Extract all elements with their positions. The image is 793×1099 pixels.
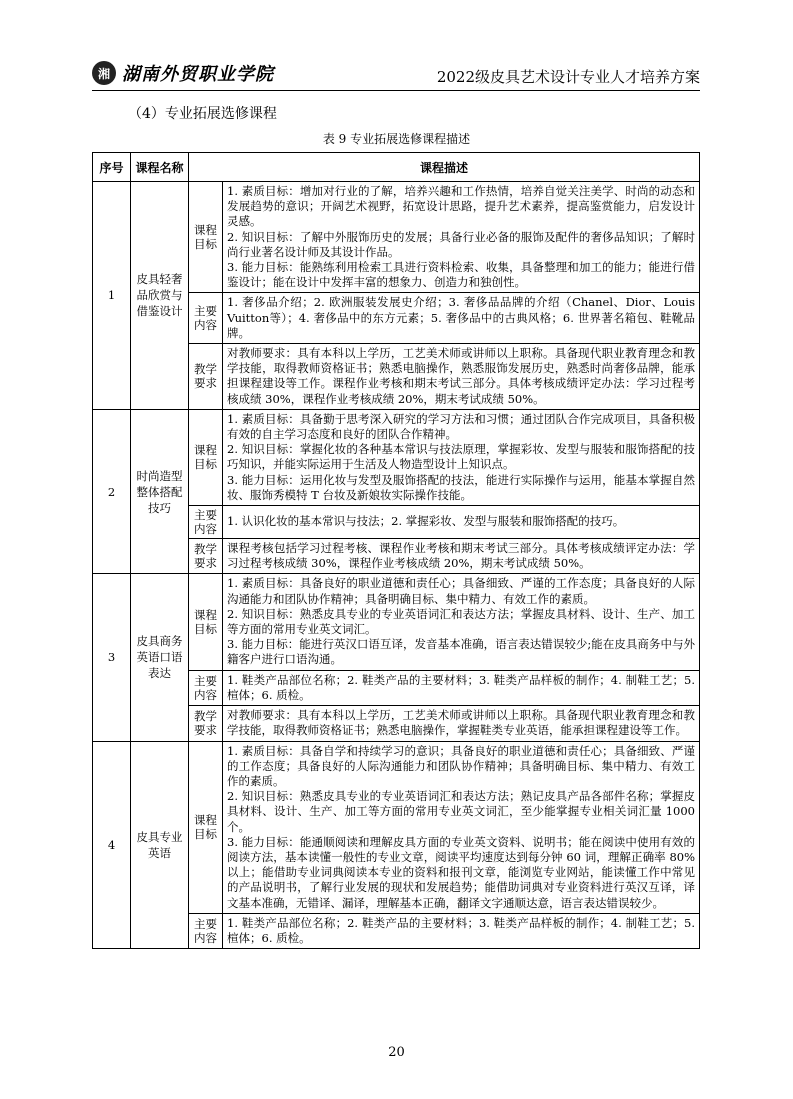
table-row [93,741,700,913]
item-label: 主要内容 [189,293,223,344]
table-caption: 表 9 专业拓展选修课程描述 [322,132,471,146]
course-name: 皮具轻奢品欣赏与借鉴设计 [131,182,189,410]
school-name: 湖南外贸职业学院 [122,64,274,85]
item-description: 对教师要求：具有本科以上学历，工艺美术师或讲师以上职称。具备现代职业教育理念和教学技能，取得教师资格证书；熟悉电脑操作，掌握鞋类专业英语，能承担课程建设等工作。 [223,706,700,741]
item-label: 教学要求 [189,539,223,574]
item-description: 课程考核包括学习过程考核、课程作业考核和期末考试三部分。具体考核成绩评定办法：学习过程考核成绩 30%，课程作业考核成绩 20%，期末考试成绩 50%。 [223,539,700,574]
item-description: 对教师要求：具有本科以上学历，工艺美术师或讲师以上职称。具备现代职业教育理念和教学技能，取得教师资格证书；熟悉电脑操作，熟悉服饰发展历史，熟悉时尚奢侈品牌，能承担课程建设等工作。课程作业考核和期末考试三部分。具体考核成绩评定办法：学习过程考核成绩 30%，课程作业考核成绩 20%，期末考试成绩 50%。 [223,344,700,410]
item-label: 课程目标 [189,574,223,670]
header-no: 序号 [93,153,131,182]
section-title: （4）专业拓展选修课程 [128,106,277,122]
item-description: 1. 素质目标：具备良好的职业道德和责任心；具备细致、严谨的工作态度；具备良好的人际沟通能力和团队协作精神；具备明确目标、集中精力、有效工作的素质。 2. 知识目标：熟悉皮具专业的专业英语词汇和表达方法；掌握皮具材料、设计、生产、加工等方面的常用专业英文词汇。 3. 能力目标：能进行英汉口语互译，发音基本准确，语言表达错误较少;能在皮具商务中与外籍客户进行口语沟通。 [223,574,700,670]
course-table [92,152,700,949]
item-label: 教学要求 [189,344,223,410]
course-name: 皮具专业英语 [131,741,189,949]
row-number: 2 [93,409,131,574]
row-number: 1 [93,182,131,410]
page-header [92,58,700,88]
course-name: 时尚造型整体搭配技巧 [131,409,189,574]
table-row [93,409,700,505]
table-header-row [93,153,700,182]
row-number: 4 [93,741,131,949]
item-description: 1. 素质目标：具备自学和持续学习的意识；具备良好的职业道德和责任心；具备细致、严谨的工作态度；具备良好的人际沟通能力和团队协作精神；具备明确目标、集中精力、有效工作的素质。 2. 知识目标：熟悉皮具专业的专业英语词汇和表达方法；熟记皮具产品各部件名称；掌握皮具材料、设计、生产、加工等方面的常用专业英文词汇，至少能掌握专业相关词汇量 1000 个。 3. 能力目标：能通顺阅读和理解皮具方面的专业英文资料、说明书；能在阅读中使用有效的阅读方法，基本读懂一般性的专业文章，阅读平均速度达到每分钟 60 词，理解正确率 80%以上；能借助专业词典阅读本专业的资料和报刊文章，能浏览专业网站，能读懂工作中常见的产品说明书，了解行业发展的现状和发展趋势；能借助词典对专业资料进行英汉互译，译文基本准确，无错译、漏译，理解基本正确，翻译文字通顺达意，语言表达错误较少。 [223,741,700,913]
course-name: 皮具商务英语口语表达 [131,574,189,741]
school-seal-icon: 湘 [92,61,116,85]
header-name: 课程名称 [131,153,189,182]
item-label: 主要内容 [189,670,223,705]
item-description: 1. 素质目标：具备勤于思考深入研究的学习方法和习惯；通过团队合作完成项目，具备积极有效的自主学习态度和良好的团队合作精神。 2. 知识目标：掌握化妆的各种基本常识与技法原理，掌握彩妆、发型与服装和服饰搭配的技巧知识，并能实际运用于生活及人物造型设计上知识点。 3. 能力目标：运用化妆与发型及服饰搭配的技法，能进行实际操作与运用，能基本掌握自然妆、服饰秀模特 T 台妆及新娘妆实际操作技能。 [223,409,700,505]
item-description: 1. 素质目标：增加对行业的了解，培养兴趣和工作热情，培养自觉关注美学、时尚的动态和发展趋势的意识；开阔艺术视野，拓宽设计思路，提升艺术素养，提高鉴赏能力，启发设计灵感。 2. 知识目标：了解中外服饰历史的发展；具备行业必备的服饰及配件的奢侈品知识；了解时尚行业著名设计师及其设计作品。 3. 能力目标：能熟练利用检索工具进行资料检索、收集，具备整理和加工的能力；能进行借鉴设计；能在设计中发挥丰富的想象力、创造力和独创性。 [223,182,700,293]
item-label: 教学要求 [189,706,223,741]
item-label: 课程目标 [189,182,223,293]
item-label: 课程目标 [189,741,223,913]
document-title: 2022级皮具艺术设计专业人才培养方案 [436,68,700,86]
item-description: 1. 鞋类产品部位名称；2. 鞋类产品的主要材料；3. 鞋类产品样板的制作；4. 制鞋工艺；5. 楦体；6. 质检。 [223,670,700,705]
row-number: 3 [93,574,131,741]
table-row [93,574,700,670]
item-label: 主要内容 [189,506,223,539]
item-description: 1. 奢侈品介绍；2. 欧洲服装发展史介绍；3. 奢侈品品牌的介绍（Chanel、Dior、Louis Vuitton等）；4. 奢侈品中的东方元素；5. 奢侈品中的古典风格；6. 世界著名箱包、鞋靴品牌。 [223,293,700,344]
item-description: 1. 认识化妆的基本常识与技法；2. 掌握彩妆、发型与服装和服饰搭配的技巧。 [223,506,700,539]
page-number: 20 [388,1045,405,1060]
table-row [93,182,700,293]
item-label: 主要内容 [189,913,223,948]
item-label: 课程目标 [189,409,223,505]
header-divider [92,90,700,91]
school-logo [92,58,292,88]
item-description: 1. 鞋类产品部位名称；2. 鞋类产品的主要材料；3. 鞋类产品样板的制作；4. 制鞋工艺；5. 楦体；6. 质检。 [223,913,700,948]
header-desc: 课程描述 [189,153,700,182]
